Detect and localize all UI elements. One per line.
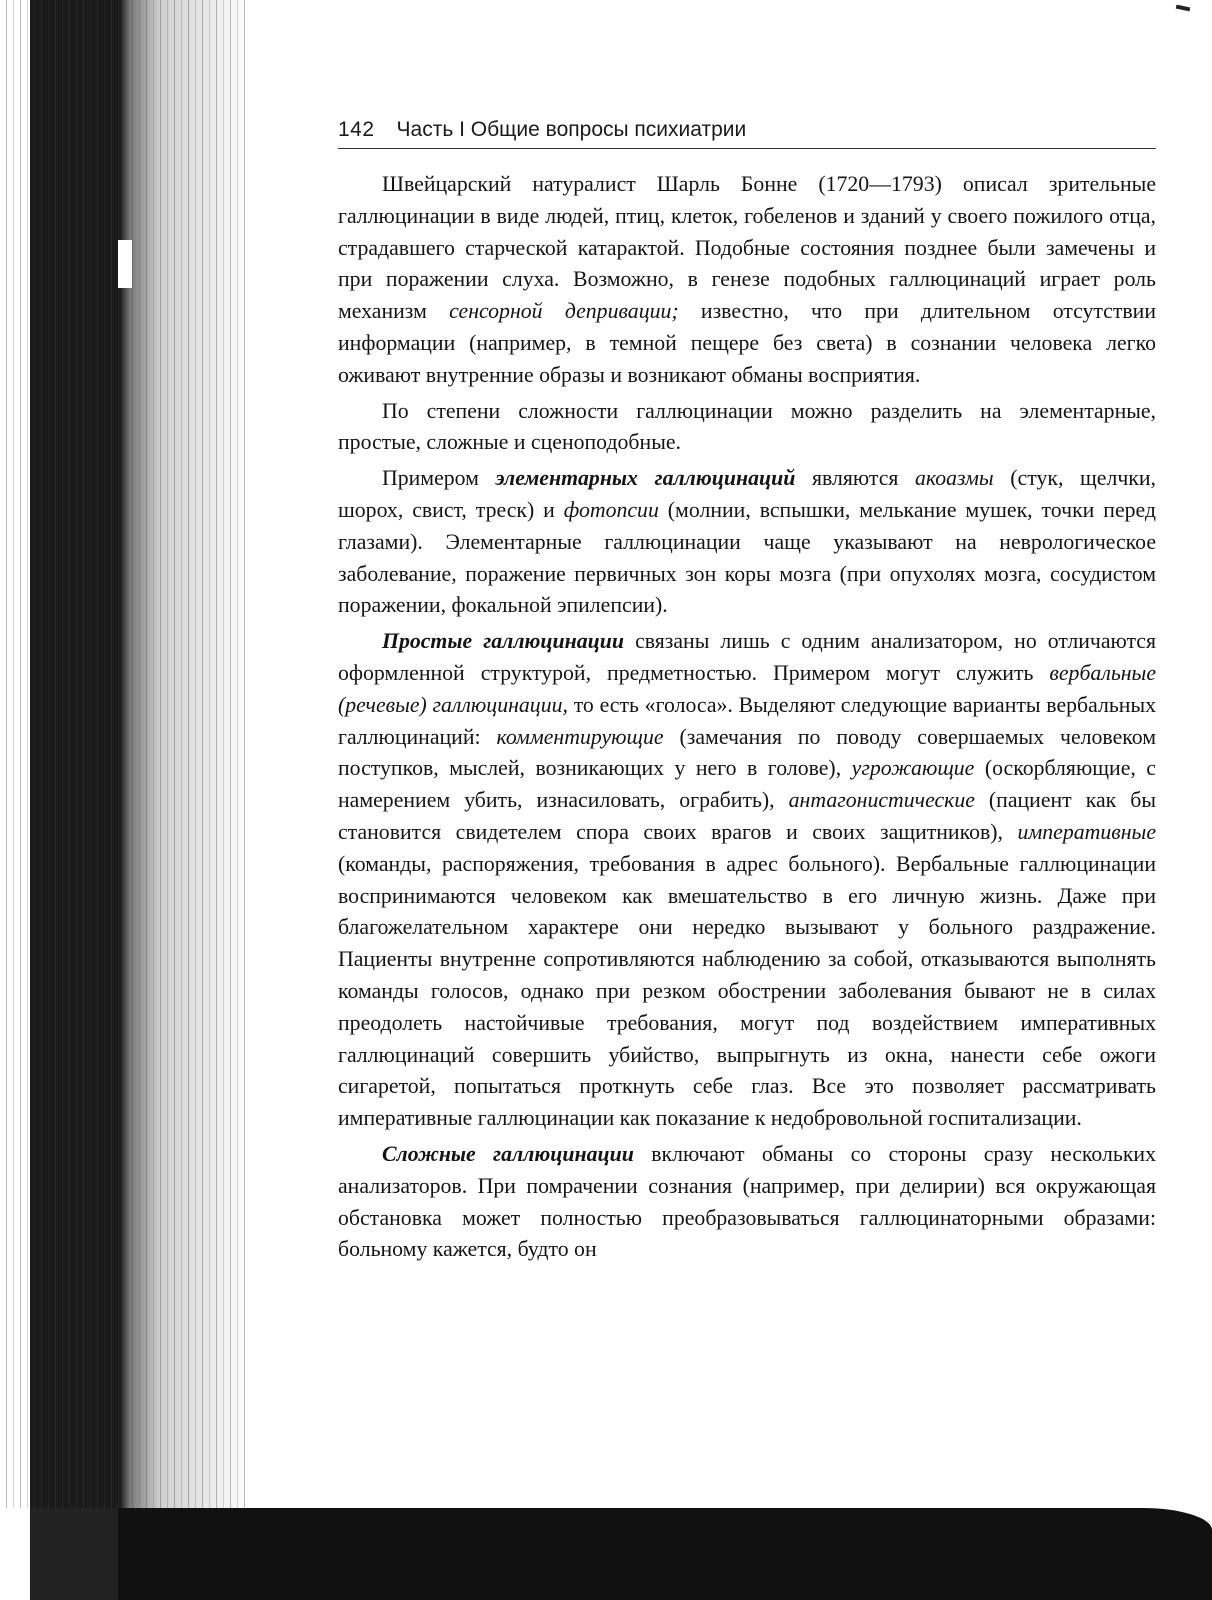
text-run: то есть «голоса». Выделяют следующие варианты вербальных галлюцинаций: [338,692,1156,749]
text-run: Швейцарский натуралист Шарль Бонне (1720—1793) описал зрительные галлюцинации в виде людей, птиц, клеток, гобеленов и зданий у своего пожилого отца, страдавшего старческой катарактой. Подобные состояния позднее были замечены и при поражении слуха. Возможно, в генезе подобных галлюцинаций играет роль механизм [338,172,1156,324]
paragraph [338,626,1156,1135]
term-italic: акоазмы [915,466,994,491]
term-italic: императивные [1017,819,1156,844]
corner-mark [1176,5,1191,12]
text-run: включают обманы со стороны сразу нескольких анализаторов. При помрачении сознания (например, при делирии) вся окружающая обстановка может полностью преобразовываться галлюцинаторными образами: больному кажется, будто он [338,1141,1156,1262]
body-text [338,169,1156,1266]
text-run: (оскорбляющие, с намерением убить, изнасиловать, ограбить), [338,756,1156,813]
term-italic: вербальные (речевые) галлюцинации, [338,660,1156,717]
text-run: По степени сложности галлюцинации можно разделить на элементарные, простые, сложные и сценоподобные. [338,398,1156,455]
bottom-edge [0,1508,118,1600]
text-run: (стук, щелчки, шорох, свист, треск) и [338,466,1156,522]
paragraph [338,463,1156,622]
text-run: (молнии, вспышки, мелькание мушек, точки перед глазами). Элементарные галлюцинации чаще указывают на неврологическое заболевание, поражение первичных зон коры мозга (при опухолях мозга, сосудистом поражении, фокальной эпилепсии). [338,497,1156,618]
page-number: 142 [338,118,375,141]
section-title: Часть I Общие вопросы психиатрии [396,118,747,141]
text-run: Примером [382,466,496,491]
text-run: известно, что при длительном отсутствии информации (например, в темной пещере без света) в сознании человека легко оживают внутренние образы и возникают обманы восприятия. [338,299,1156,387]
binding-gap [118,240,132,288]
running-head [338,118,1156,149]
text-run: связаны лишь с одним анализатором, но отличаются оформленной структурой, предметностью. Примером могут служить [338,629,1156,685]
term-italic: комментирующие [496,724,664,749]
term-bold-italic: Простые галлюцинации [382,629,625,654]
paragraph [338,396,1156,460]
page-bottom-shadow [118,1508,1212,1600]
term-italic: угрожающие [851,756,975,781]
term-italic: сенсорной депривации; [449,299,679,324]
term-italic: антагонистические [788,788,975,813]
book-page [338,118,1156,1266]
paragraph [338,1139,1156,1266]
text-run: (команды, распоряжения, требования в адрес больного). Вербальные галлюцинации воспринимаются человеком как вмешательство в его личную жизнь. Даже при благожелательном характере они нередко вызывают у больного раздражение. Пациенты внутренне сопротивляются наблюдению за собой, отказываются выполнять команды голосов, однако при резком обострении заболевания бывают не в силах преодолеть настойчивые требования, могут под воздействием императивных галлюцинаций совершить убийство, выпрыгнуть из окна, нанести себе ожоги сигаретой, попытаться проткнуть себе глаз. Все это позволяет рассматривать императивные галлюцинации как показание к недобровольной госпитализации. [338,851,1156,1131]
term-bold-italic: элементарных галлюцинаций [495,466,796,491]
term-bold-italic: Сложные галлюцинации [382,1141,634,1166]
text-run: (замечания по поводу совершаемых человеком поступков, мыслей, возникающих у него в голове), [338,724,1156,781]
text-run: (пациент как бы становится свидетелем спора своих врагов и своих защитников), [338,788,1156,844]
term-italic: фотопсии [563,497,659,522]
text-run: являются [795,466,915,491]
paragraph [338,169,1156,392]
